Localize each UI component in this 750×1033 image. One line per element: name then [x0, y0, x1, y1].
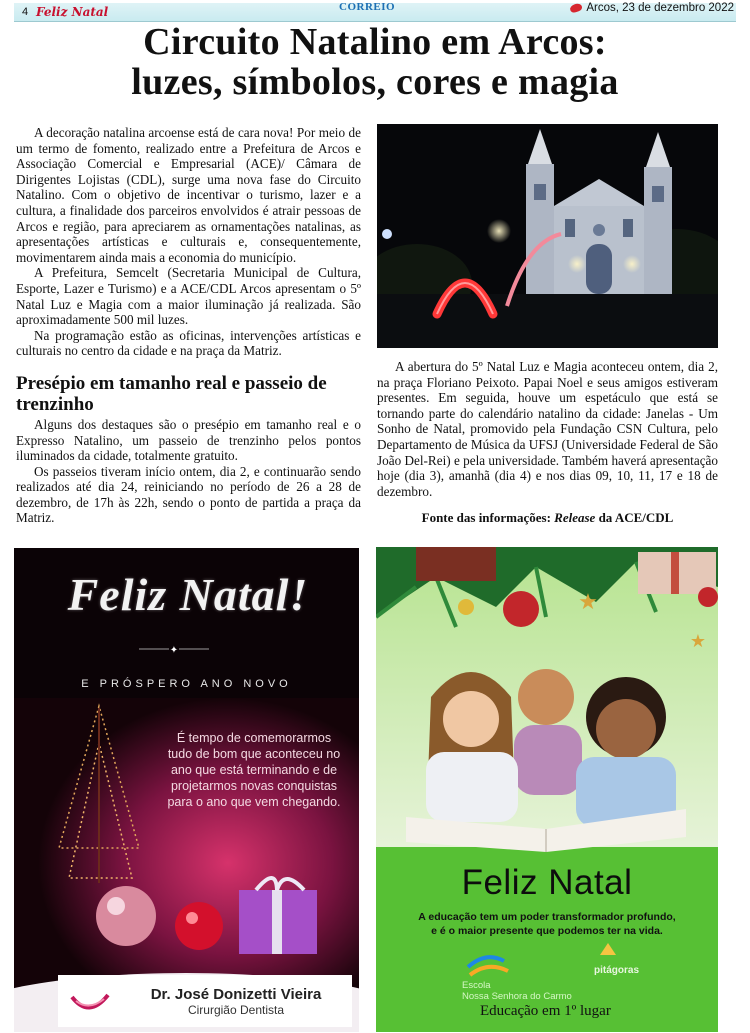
dentist-christmas-ad [14, 548, 359, 1032]
svg-text:✦: ✦ [169, 645, 179, 656]
headline-line-2: luzes, símbolos, cores e magia [131, 61, 619, 103]
dentist-role: Cirurgião Dentista [187, 1002, 285, 1017]
masthead-logo [339, 1, 395, 13]
dentist-info [120, 986, 352, 1017]
dentist-name: Dr. José Donizetti Vieira [150, 985, 322, 1003]
school-motto: Educação em 1º lugar [480, 1003, 611, 1019]
school-ad-tagline [376, 910, 718, 938]
masthead-title: CORREIO [339, 1, 396, 13]
tagline-line-2: e é o maior presente que podemos ter na vida. [431, 925, 663, 937]
school-name [462, 980, 572, 1002]
dateline [570, 2, 734, 14]
school-footer [462, 945, 712, 1027]
ad-prospero-subtitle: E PRÓSPERO ANO NOVO [81, 678, 292, 690]
pitagoras-brand: pitágoras [594, 965, 640, 976]
santa-hat-icon [569, 2, 583, 13]
school-christmas-ad [376, 547, 718, 1032]
credit-suffix: da ACE/CDL [595, 510, 674, 525]
source-credit [377, 510, 718, 526]
issue-date: Arcos, 23 de dezembro 2022 [586, 2, 734, 14]
section-logo: Feliz Natal [36, 5, 109, 19]
article-paragraph: Alguns dos destaques são o presépio em tamanho real e o Expresso Natalino, um passeio de trenzinho pelos pontos iluminados da cidade, totalmente gratuito. [16, 416, 361, 464]
school-ad-title: Feliz Natal [461, 863, 633, 902]
church-night-photo [377, 124, 718, 348]
svg-text:★: ★ [689, 631, 707, 651]
svg-text:★: ★ [578, 589, 598, 614]
school-name-line-1: Escola [462, 980, 491, 991]
credit-prefix: Fonte das informações: [421, 510, 555, 525]
article-paragraph: A abertura do 5º Natal Luz e Magia aconteceu ontem, dia 2, na praça Floriano Peixoto. Papai Noel e seus amigos estiveram presentes. Em seguida, houve um espetáculo que está se tornando parte do calendário natalino da cidade: Janelas - Um Sonho de Natal, promovido pela Fundação CSN Cultura, pelo Departamento de Música da UFSJ (Universidade Federal de São João Del-Rei) e pela universidade. Também haverá apresentação hoje (dia 3), amanhã (dia 4) e nos dias 09, 10, 11, 17 e 18 de dezembro. [377, 359, 718, 499]
article-right-column [377, 359, 718, 499]
ad-feliz-natal-title: Feliz Natal! [67, 569, 309, 620]
article-left-column [16, 125, 361, 526]
article-paragraph: A Prefeitura, Semcelt (Secretaria Municipal de Cultura, Esporte, Lazer e Turismo) e a ACE/CDL Arcos apresentam o 5º Natal Luz e Magia com a maior iluminação já realizada. São aproximadamente 500 mil luzes. [16, 265, 361, 328]
headline-line-1: Circuito Natalino em Arcos: [143, 21, 607, 63]
church-photo-illustration [377, 124, 718, 348]
article-headline [14, 22, 736, 102]
tagline-line-1: A educação tem um poder transformador profundo, [418, 911, 676, 923]
ad-greeting-message: É tempo de comemorarmos tudo de bom que aconteceu no ano que está terminando e de projetarmos novas conquistas para o ano que vem chegando. [167, 731, 341, 809]
credit-release: Release [554, 510, 596, 525]
page-number: 4 [21, 6, 29, 18]
article-paragraph: Os passeios tiveram início ontem, dia 2, e continuarão sendo realizados até dia 24, reiniciando no período de 26 a 28 de dezembro, de 17h às 22h, sendo o ponto de partida a praça da Matriz. [16, 463, 361, 526]
article-paragraph: A decoração natalina arcoense está de cara nova! Por meio de um termo de fomento, realizado entre a Prefeitura de Arcos e Associação Comercial e Empresarial (ACE)/ Câmara de Dirigentes Lojistas (CDL), surge uma nova fase do Circuito Natalino. Com o objetivo de incentivar o turismo, lazer e a cultura, a finalidade dos parceiros envolvidos é atrair pessoas de Arcos e região, para apreciarem as ornamentações natalinas, as apresentações artísticas e culturais e, consequentemente, movimentarem ainda mais a economia do município. [16, 125, 361, 265]
article-subheading: Presépio em tamanho real e passeio de trenzinho [16, 372, 327, 415]
smile-logo-icon [58, 975, 120, 1027]
article-paragraph: Na programação estão as oficinas, intervenções artísticas e culturais no centro da cidade e na praça da Matriz. [16, 327, 361, 359]
dentist-name-card [58, 975, 352, 1027]
school-name-line-2: Nossa Senhora do Carmo [462, 991, 572, 1002]
